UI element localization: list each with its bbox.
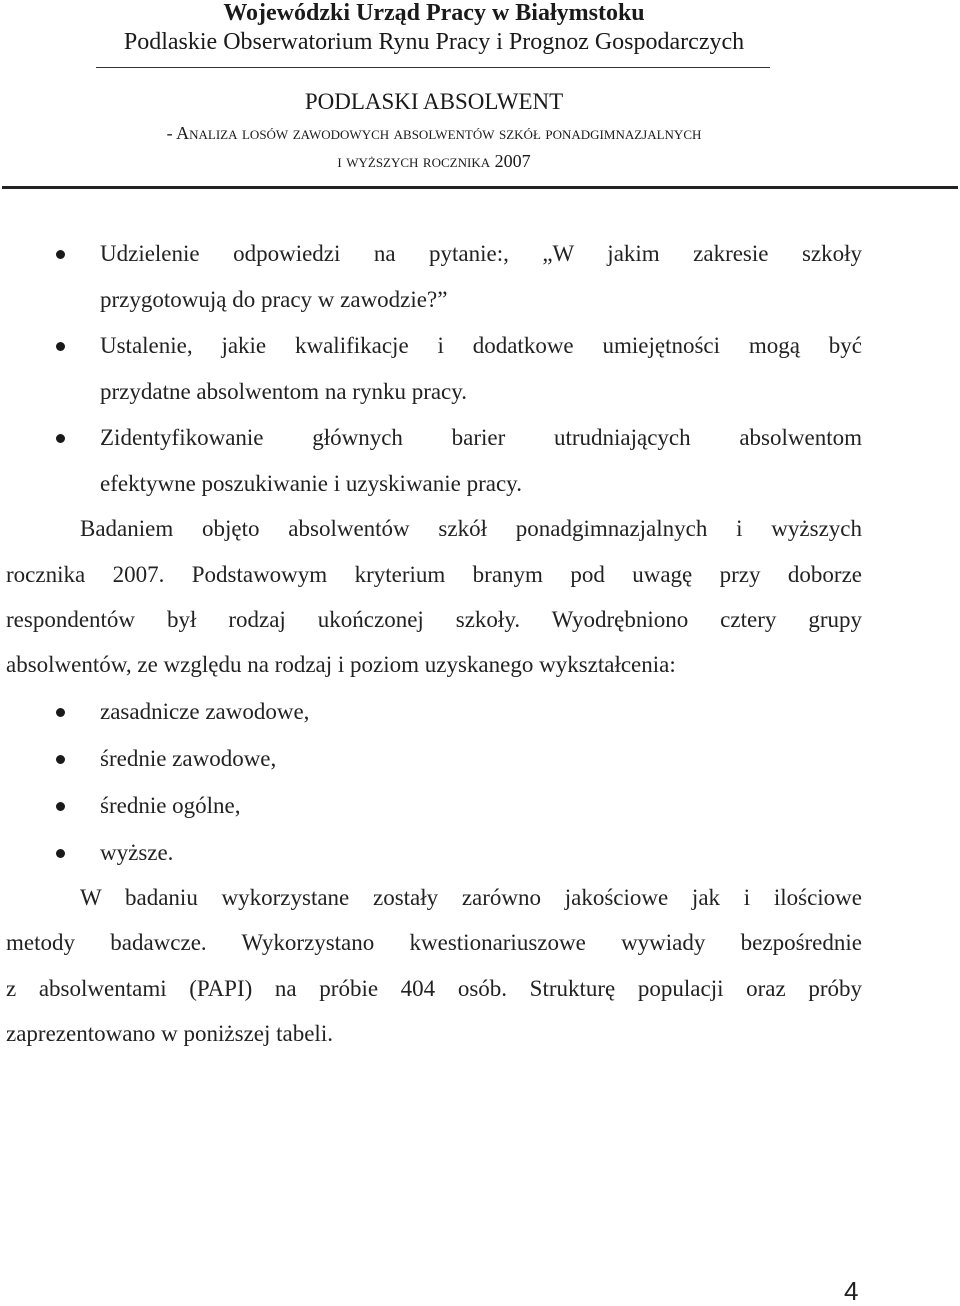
paragraph-line: respondentów był rodzaj ukończonej szkoły. Wyodrębniono cztery grupy bbox=[6, 607, 862, 632]
list-item-line: Udzielenie odpowiedzi na pytanie:, „W jakim zakresie szkoły bbox=[100, 241, 862, 266]
bullet-icon bbox=[56, 849, 65, 858]
list-item-line: efektywne poszukiwanie i uzyskiwanie pracy. bbox=[100, 471, 522, 496]
list-item-label: średnie zawodowe, bbox=[100, 746, 277, 771]
paragraph-line: W badaniu wykorzystane zostały zarówno jakościowe jak i ilościowe bbox=[80, 885, 862, 910]
paragraph-line: metody badawcze. Wykorzystano kwestionariuszowe wywiady bezpośrednie bbox=[6, 930, 862, 955]
list-item-label: wyższe. bbox=[100, 840, 174, 865]
page-number: 4 bbox=[844, 1276, 859, 1306]
paragraph-line: zaprezentowano w poniższej tabeli. bbox=[6, 1021, 333, 1046]
organization-name: Wojewódzki Urząd Pracy w Białymstoku bbox=[223, 0, 645, 26]
bullet-icon bbox=[56, 755, 65, 764]
list-item-label: zasadnicze zawodowe, bbox=[100, 699, 310, 724]
paragraph-line: rocznika 2007. Podstawowym kryterium branym pod uwagę przy doborze bbox=[6, 562, 862, 587]
paragraph-line: absolwentów, ze względu na rodzaj i poziom uzyskanego wykształcenia: bbox=[6, 652, 676, 677]
header-bottom-rule bbox=[2, 186, 958, 189]
bullet-icon bbox=[56, 802, 65, 811]
list-item-line: Zidentyfikowanie głównych barier utrudniających absolwentom bbox=[100, 425, 862, 450]
bullet-icon bbox=[56, 342, 65, 351]
header-divider bbox=[96, 67, 770, 68]
paragraph-line: z absolwentami (PAPI) na próbie 404 osób. Strukturę populacji oraz próby bbox=[6, 976, 862, 1001]
report-subtitle-line-2: i wyższych rocznika 2007 bbox=[337, 151, 531, 171]
list-item-line: przygotowują do pracy w zawodzie?” bbox=[100, 287, 448, 312]
paragraph-line: Badaniem objęto absolwentów szkół ponadgimnazjalnych i wyższych bbox=[80, 516, 862, 541]
report-subtitle-line-1: - Analiza losów zawodowych absolwentów szkół ponadgimnazjalnych bbox=[166, 123, 702, 143]
organization-subtitle: Podlaskie Obserwatorium Rynu Pracy i Prognoz Gospodarczych bbox=[123, 29, 745, 55]
bullet-icon bbox=[56, 708, 65, 717]
bullet-icon bbox=[56, 250, 65, 259]
list-item-label: średnie ogólne, bbox=[100, 793, 241, 818]
list-item-line: Ustalenie, jakie kwalifikacje i dodatkowe umiejętności mogą być bbox=[100, 333, 862, 358]
bullet-icon bbox=[56, 434, 65, 443]
list-item-line: przydatne absolwentom na rynku pracy. bbox=[100, 379, 468, 404]
report-title: PODLASKI ABSOLWENT bbox=[304, 89, 564, 114]
